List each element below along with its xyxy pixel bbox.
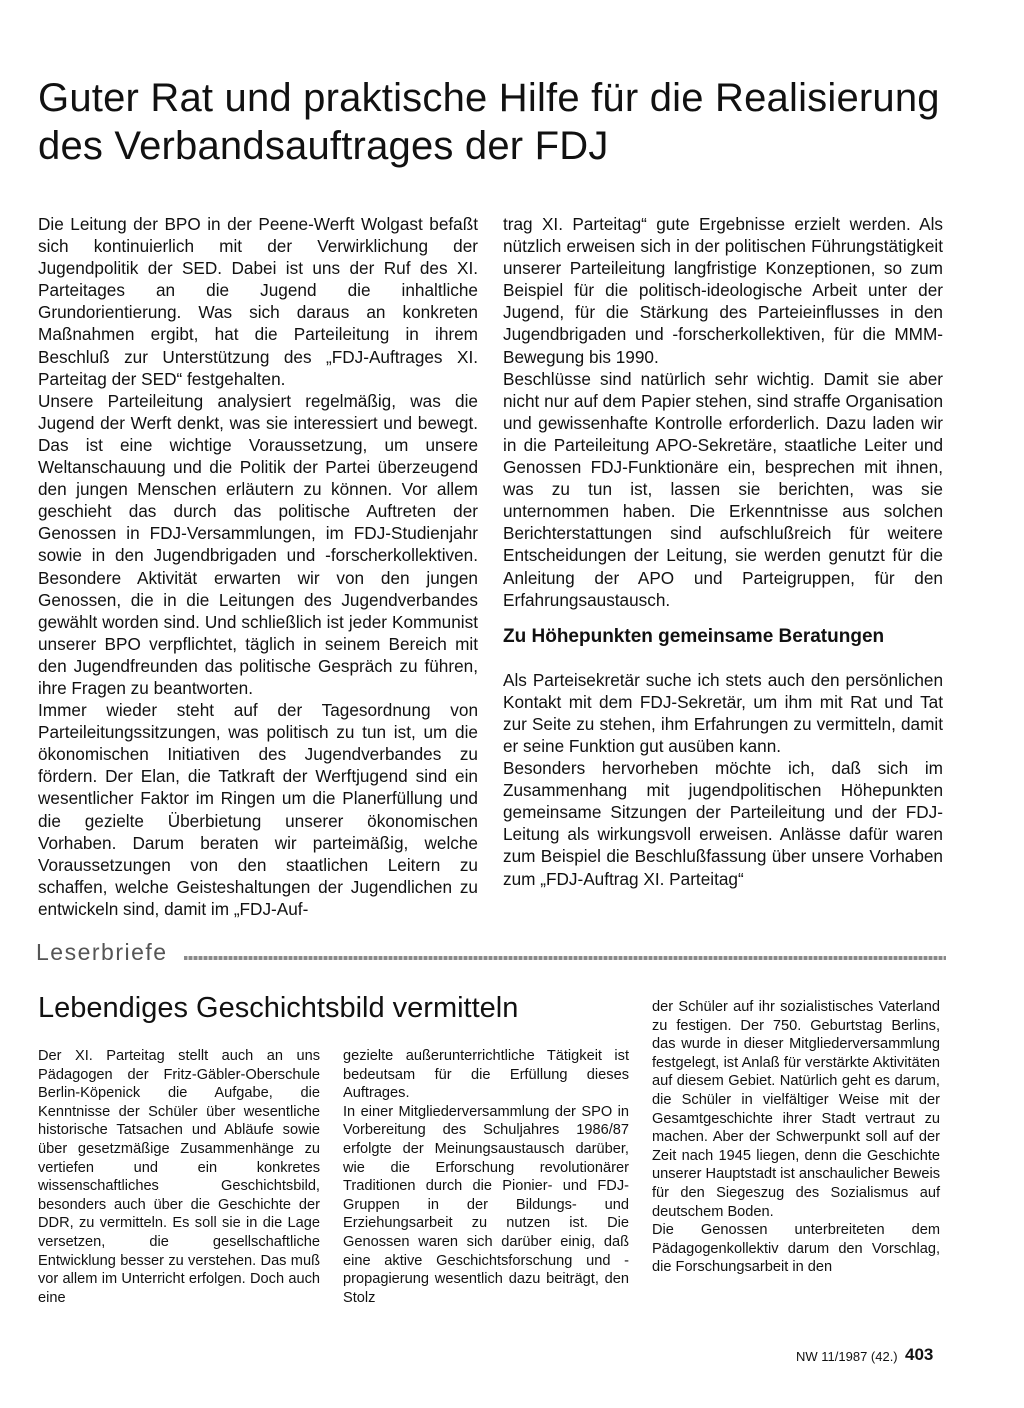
letter-headline: Lebendiges Geschichtsbild vermitteln <box>38 992 519 1024</box>
section-divider <box>36 939 946 969</box>
issue-reference: NW 11/1987 (42.) <box>796 1349 898 1364</box>
paragraph: Als Parteisekretär suche ich stets auch den persönlichen Kontakt mit dem FDJ-Sekretär, um ihm mit Rat und Tat zur Seite zu stehen, ihm Erfahrungen zu vermitteln, damit er seine Funktion gut ausüben kann. <box>503 669 943 756</box>
article-headline: Guter Rat und praktische Hilfe für die Realisierung des Verbandsauftrages der FDJ <box>38 76 940 168</box>
paragraph: In einer Mitgliederversammlung der SPO in Vorbereitung des Schuljahres 1986/87 erfolgte der Meinungsaustausch darüber, wie die Erforschung revolutionärer Traditionen durch die Pionier- und FDJ-Gruppen in der Bildungs- und Erziehungsarbeit zu nutzen ist. Die Genossen waren sich darüber einig, daß eine aktive Geschichtsforschung und -propagierung wesentlich dazu beiträgt, den Stolz <box>343 1103 629 1306</box>
paragraph: trag XI. Parteitag“ gute Ergebnisse erzielt werden. Als nützlich erweisen sich in der politischen Führungstätigkeit unserer Parteileitung langfristige Konzeptionen, so zum Beispiel für die politisch-ideologische Arbeit unter der Jugend, für die Stärkung des Parteieinflusses in den Jugendbrigaden und -forscherkollektiven, für die MMM-Bewegung bis 1990. <box>503 214 943 367</box>
section-label: Leserbriefe <box>36 939 168 965</box>
paragraph: Unsere Parteileitung analysiert regelmäßig, was die Jugend der Werft denkt, was sie interessiert und bewegt. Das ist eine wichtige Voraussetzung, um unsere Weltanschauung und die Politik der Partei überzeugend den jungen Menschen erläutern zu können. Vor allem geschieht das durch das politische Auftreten der Genossen in FDJ-Versammlungen, im FDJ-Studienjahr sowie in den Jugendbrigaden und -forscherkollektiven. Besondere Aktivität erwarten wir von den jungen Genossen, die in die Leitungen des Jugendverbandes gewählt worden sind. Und schließlich ist jeder Kommunist unserer BPO verpflichtet, täglich in seinem Bereich mit den Jugendfreunden das politische Gespräch zu führen, ihre Fragen zu beantworten. <box>38 390 478 698</box>
page-number: 403 <box>905 1345 934 1364</box>
letter-column-2 <box>343 1047 629 1307</box>
letter-column-3 <box>652 998 940 1277</box>
article-column-1 <box>38 213 478 920</box>
paragraph: Beschlüsse sind natürlich sehr wichtig. Damit sie aber nicht nur auf dem Papier stehen, sind straffe Organisation und gewissenhafte Kontrolle erforderlich. Dazu laden wir in die Parteileitung APO-Sekretäre, staatliche Leiter und Genossen FDJ-Funktionäre ein, besprechen mit ihnen, was zu tun ist, lassen sie berichten, was sie unternommen haben. Die Erkenntnisse aus solchen Berichterstattungen sind aufschlußreich für weitere Entscheidungen der Leitung, sie werden genutzt für die Anleitung der APO und Parteigruppen, für den Erfahrungsaustausch. <box>503 368 943 610</box>
paragraph: gezielte außerunterrichtliche Tätigkeit ist bedeutsam für die Erfüllung dieses Auftrages. <box>343 1048 629 1102</box>
paragraph: Besonders hervorheben möchte ich, daß sich im Zusammenhang mit jugendpolitischen Höhepunkten gemeinsame Sitzungen der Parteileitung und der FDJ-Leitung als wirkungsvoll erweisen. Anlässe dafür waren zum Beispiel die Beschlußfassung über unsere Vorhaben zum „FDJ-Auftrag XI. Parteitag“ <box>503 758 943 889</box>
subheading: Zu Höhepunkten gemeinsame Beratungen <box>503 625 885 647</box>
divider-rule <box>184 956 946 960</box>
paragraph: Immer wieder steht auf der Tagesordnung von Parteileitungssitzungen, was politisch zu tun ist, um die ökonomischen Initiativen des Jugendverbandes zu fördern. Der Elan, die Tatkraft der Werftjugend sind ein wesentlicher Faktor im Ringen um die Planerfüllung und die gezielte Überbietung unserer ökonomischen Vorhaben. Darum beraten wir parteimäßig, welche Voraussetzungen von den staatlichen Leitern zu schaffen, welche Geisteshaltungen der Jugendlichen zu entwickeln sind, damit im „FDJ-Auf- <box>38 700 478 919</box>
paragraph: Die Leitung der BPO in der Peene-Werft Wolgast befaßt sich kontinuierlich mit der Verwirklichung der Jugendpolitik der SED. Dabei ist uns der Ruf des XI. Parteitages an die Jugend die inhaltliche Grundorientierung. Was sich daraus an konkreten Maßnahmen ergibt, hat die Parteileitung in ihrem Beschluß zur Unterstützung des „FDJ-Auftrages XI. Parteitag der SED“ festgehalten. <box>38 214 478 389</box>
letter-column-1 <box>38 1047 320 1307</box>
paragraph: der Schüler auf ihr sozialistisches Vaterland zu festigen. Der 750. Geburtstag Berlins, das wurde in dieser Mitgliederversammlung festgelegt, ist Anlaß für verstärkte Aktivitäten auf diesem Gebiet. Natürlich geht es darum, die Schüler in vielfältiger Weise mit der Gesamtgeschichte ihrer Stadt vertraut zu machen. Aber der Schwerpunkt soll auf der Zeit nach 1945 liegen, denn die Geschichte unserer Hauptstadt ist anschaulicher Beweis für den Siegeszug des Sozialismus auf deutschem Boden. <box>652 999 940 1220</box>
paragraph: Der XI. Parteitag stellt auch an uns Pädagogen der Fritz-Gäbler-Oberschule Berlin-Köpenick die Aufgabe, die Kenntnisse der Schüler über wesentliche historische Tatsachen und Abläufe sowie über gesetzmäßige Zusammenhänge zu vertiefen und ein konkretes wissenschaftliches Geschichtsbild, besonders auch über die Geschichte der DDR, zu vermitteln. Es soll sie in die Lage versetzen, die gesellschaftliche Entwicklung besser zu verstehen. Das muß vor allem im Unterricht erfolgen. Doch auch eine <box>38 1048 320 1306</box>
article-column-2 <box>503 213 943 890</box>
paragraph: Die Genossen unterbreiteten dem Pädagogenkollektiv darum den Vorschlag, die Forschungsarbeit in den <box>652 1222 940 1276</box>
